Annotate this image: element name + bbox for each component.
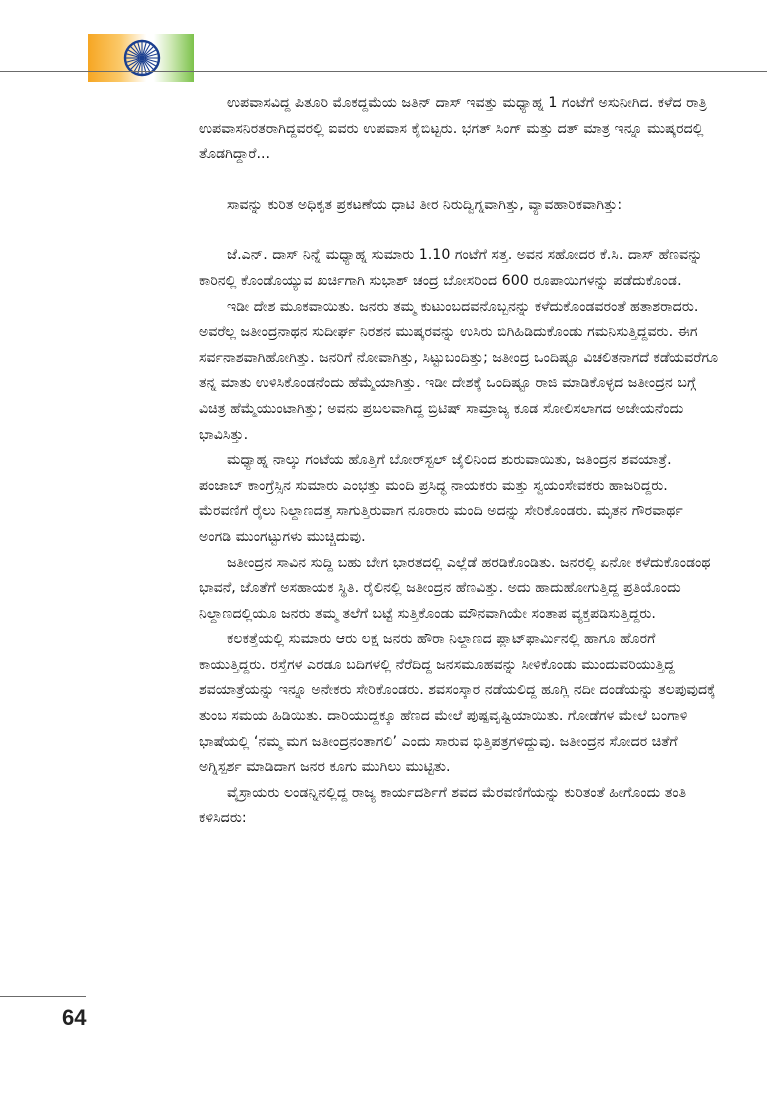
header-divider: [0, 71, 767, 72]
paragraph: ಜೆ.ಎನ್. ದಾಸ್ ನಿನ್ನೆ ಮಧ್ಯಾಹ್ನ ಸುಮಾರು 1.10 ಗಂಟೆಗೆ ಸತ್ತ. ಅವನ ಸಹೋದರ ಕೆ.ಸಿ. ದಾಸ್ ಹೆಣವನ್ನು ಕಾರಿನಲ್ಲಿ ಕೊಂಡೊಯ್ಯುವ ಖರ್ಚಿಗಾಗಿ ಸುಭಾಶ್ ಚಂದ್ರ ಬೋಸರಿಂದ 600 ರೂಪಾಯಿಗಳನ್ನು ಪಡೆದುಕೊಂಡ.: [199, 247, 703, 289]
paragraph: ಕಲಕತ್ತೆಯಲ್ಲಿ ಸುಮಾರು ಆರು ಲಕ್ಷ ಜನರು ಹೌರಾ ನಿಲ್ದಾಣದ ಪ್ಲಾಟ್‌ಫಾರ್ಮಿನಲ್ಲಿ ಹಾಗೂ ಹೊರಗೆ ಕಾಯುತ್ತಿದ್ದರು. ರಸ್ತೆಗಳ ಎರಡೂ ಬದಿಗಳಲ್ಲಿ ನೆರೆದಿದ್ದ ಜನಸಮೂಹವನ್ನು ಸೀಳಿಕೊಂಡು ಮುಂದುವರಿಯುತ್ತಿದ್ದ ಶವಯಾತ್ರೆಯನ್ನು ಇನ್ನೂ ಅನೇಕರು ಸೇರಿಕೊಂಡರು. ಶವಸಂಸ್ಕಾರ ನಡೆಯಲಿದ್ದ ಹೂಗ್ಲಿ ನದೀ ದಂಡೆಯನ್ನು ತಲಪುವುದಕ್ಕೆ ತುಂಬ ಸಮಯ ಹಿಡಿಯಿತು. ದಾರಿಯುದ್ದಕ್ಕೂ ಹೆಣದ ಮೇಲೆ ಪುಷ್ಪವೃಷ್ಟಿಯಾಯಿತು. ಗೋಡೆಗಳ ಮೇಲೆ ಬಂಗಾಳಿ ಭಾಷೆಯಲ್ಲಿ ‘ನಮ್ಮ ಮಗ ಜತೀಂದ್ರನಂತಾಗಲಿ’ ಎಂದು ಸಾರುವ ಭಿತ್ತಿಪತ್ರಗಳಿದ್ದುವು. ಜತೀಂದ್ರನ ಸೋದರ ಚಿತೆಗೆ ಅಗ್ನಿಸ್ಪರ್ಶ ಮಾಡಿದಾಗ ಜನರ ಕೂಗು ಮುಗಿಲು ಮುಟ್ಟಿತು.: [199, 631, 716, 776]
footer-divider: [0, 996, 86, 997]
paragraph: ಮಧ್ಯಾಹ್ನ ನಾಲ್ಕು ಗಂಟೆಯ ಹೊತ್ತಿಗೆ ಬೋರ್‌ಸ್ಟಲ್ ಜೈಲಿನಿಂದ ಶುರುವಾಯಿತು, ಜತಿಂದ್ರನ ಶವಯಾತ್ರೆ. ಪಂಜಾಬ್ ಕಾಂಗ್ರೆಸ್ಸಿನ ಸುಮಾರು ಎಂಭತ್ತು ಮಂದಿ ಪ್ರಸಿದ್ಧ ನಾಯಕರು ಮತ್ತು ಸ್ವಯಂಸೇವಕರು ಹಾಜರಿದ್ದರು. ಮೆರವಣಿಗೆ ರೈಲು ನಿಲ್ದಾಣದತ್ತ ಸಾಗುತ್ತಿರುವಾಗ ನೂರಾರು ಮಂದಿ ಅದನ್ನು ಸೇರಿಕೊಂಡರು. ಮೃತನ ಗೌರವಾರ್ಥ ಅಂಗಡಿ ಮುಂಗಟ್ಟುಗಳು ಮುಚ್ಚಿದುವು.: [199, 452, 683, 545]
article-body: [199, 91, 719, 832]
paragraph: ಉಪವಾಸವಿದ್ದ ಪಿತೂರಿ ಮೊಕದ್ದಮೆಯ ಜತಿನ್ ದಾಸ್ ಇವತ್ತು ಮಧ್ಯಾಹ್ನ 1 ಗಂಟೆಗೆ ಅಸುನೀಗಿದ. ಕಳೆದ ರಾತ್ರಿ ಉಪವಾಸನಿರತರಾಗಿದ್ದವರಲ್ಲಿ ಐವರು ಉಪವಾಸ ಕೈಬಿಟ್ಟರು. ಭಗತ್ ಸಿಂಗ್ ಮತ್ತು ದತ್ ಮಾತ್ರ ಇನ್ನೂ ಮುಷ್ಕರದಲ್ಲಿ ತೊಡಗಿದ್ದಾರೆ...: [199, 95, 707, 163]
paragraph: ಜತೀಂದ್ರನ ಸಾವಿನ ಸುದ್ದಿ ಬಹು ಬೇಗ ಭಾರತದಲ್ಲಿ ಎಲ್ಲೆಡೆ ಹರಡಿಕೊಂಡಿತು. ಜನರಲ್ಲಿ ಏನೋ ಕಳೆದುಕೊಂಡಂಥ ಭಾವನೆ, ಜೊತೆಗೆ ಅಸಹಾಯಕ ಸ್ಥಿತಿ. ರೈಲಿನಲ್ಲಿ ಜತೀಂದ್ರನ ಹೆಣವಿತ್ತು. ಅದು ಹಾದುಹೋಗುತ್ತಿದ್ದ ಪ್ರತಿಯೊಂದು ನಿಲ್ದಾಣದಲ್ಲಿಯೂ ಜನರು ತಮ್ಮ ತಲೆಗೆ ಬಟ್ಟೆ ಸುತ್ತಿಕೊಂಡು ಮೌನವಾಗಿಯೇ ಸಂತಾಪ ವ್ಯಕ್ತಪಡಿಸುತ್ತಿದ್ದರು.: [199, 554, 711, 622]
page-number: 64: [62, 1005, 87, 1030]
paragraph: ಇಡೀ ದೇಶ ಮೂಕವಾಯಿತು. ಜನರು ತಮ್ಮ ಕುಟುಂಬದವನೊಬ್ಬನನ್ನು ಕಳೆದುಕೊಂಡವರಂತೆ ಹತಾಶರಾದರು. ಅವರೆಲ್ಲ ಜತೀಂದ್ರನಾಥನ ಸುದೀರ್ಘ ನಿರಶನ ಮುಷ್ಕರವನ್ನು ಉಸಿರು ಬಿಗಿಹಿಡಿದುಕೊಂಡು ಗಮನಿಸುತ್ತಿದ್ದವರು. ಈಗ ಸರ್ವನಾಶವಾಗಿಹೋಗಿತ್ತು. ಜನರಿಗೆ ನೋವಾಗಿತ್ತು, ಸಿಟ್ಟುಬಂದಿತ್ತು; ಜತೀಂದ್ರ ಒಂದಿಷ್ಟೂ ವಿಚಲಿತನಾಗದೆ ಕಡೆಯವರೆಗೂ ತನ್ನ ಮಾತು ಉಳಿಸಿಕೊಂಡನೆಂದು ಹೆಮ್ಮೆಯಾಗಿತ್ತು. ಇಡೀ ದೇಶಕ್ಕೆ ಒಂದಿಷ್ಟೂ ರಾಜಿ ಮಾಡಿಕೊಳ್ಳದ ಜತೀಂದ್ರನ ಬಗ್ಗೆ ವಿಚಿತ್ರ ಹೆಮ್ಮೆಯುಂಟಾಗಿತ್ತು; ಅವನು ಪ್ರಬಲವಾಗಿದ್ದ ಬ್ರಿಟಿಷ್ ಸಾಮ್ರಾಜ್ಯ ಕೂಡ ಸೋಲಿಸಲಾಗದ ಅಜೇಯನೆಂದು ಭಾವಿಸಿತ್ತು.: [199, 298, 719, 443]
paragraph: ವೈಸ್ರಾಯರು ಲಂಡನ್ನಿನಲ್ಲಿದ್ದ ರಾಜ್ಯ ಕಾರ್ಯದರ್ಶಿಗೆ ಶವದ ಮೆರವಣಿಗೆಯನ್ನು ಕುರಿತಂತೆ ಹೀಗೊಂದು ತಂತಿ ಕಳಿಸಿದರು:: [199, 784, 687, 827]
paragraph: ಸಾವನ್ನು ಕುರಿತ ಅಧಿಕೃತ ಪ್ರಕಟಣೆಯ ಧಾಟಿ ತೀರ ನಿರುದ್ವಿಗ್ನವಾಗಿತ್ತು, ವ್ಯಾವಹಾರಿಕವಾಗಿತ್ತು:: [227, 196, 623, 213]
ashoka-chakra-icon: [122, 38, 162, 78]
